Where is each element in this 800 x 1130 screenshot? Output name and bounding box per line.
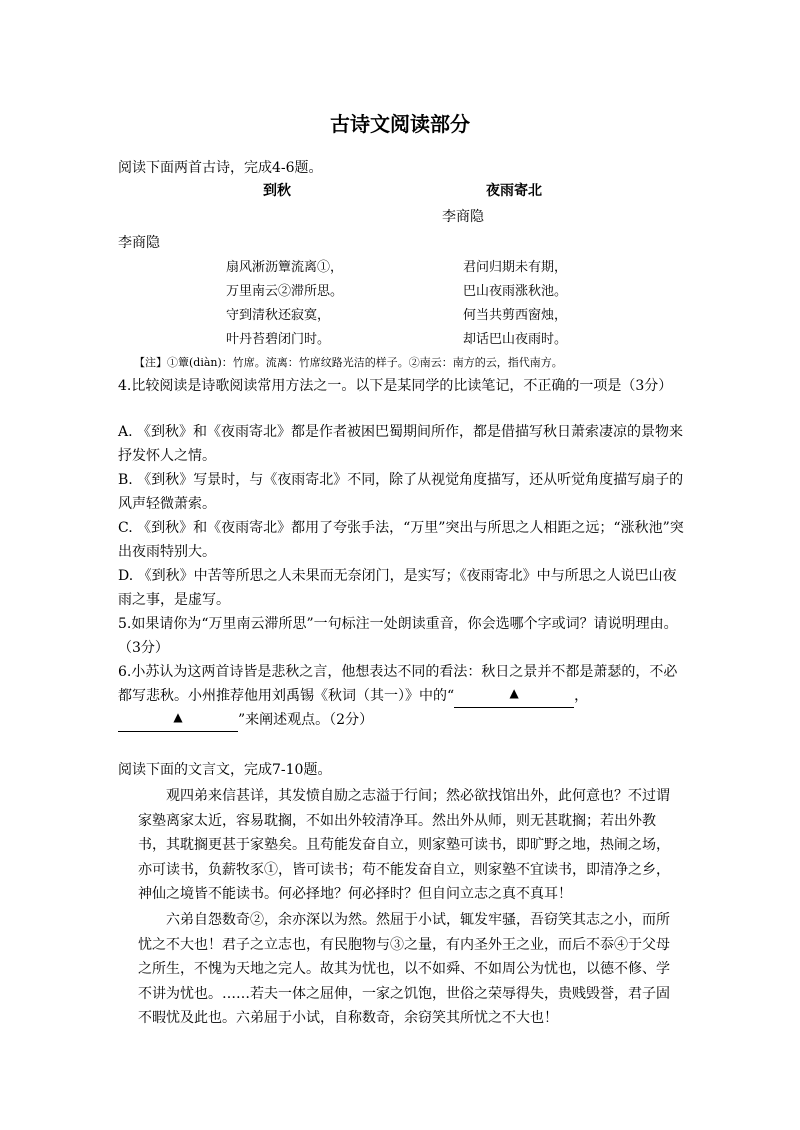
question-5: 5.如果请你为“万里南云滞所思”一句标注一处朗读重音，你会选哪个字或词？请说明理由。（3分） — [118, 616, 678, 656]
prose-paragraph-1: 观四弟来信甚详，其发愤自励之志溢于行间；然必欲找馆出外，此何意也？不过谓家塾离家太近，容易耽搁，不如出外较清净耳。然出外从师，则无甚耽搁；若出外教书，其耽搁更甚于家塾矣。且苟能发奋自立，则家塾可读书，即旷野之地，热闹之场，亦可读书，负薪牧豕①，皆可读书；苟不能发奋自立，则家塾不宜读书，即清净之乡，神仙之境皆不能读书。何必择地？何必择时？但自问立志之真不真耳！ — [138, 788, 670, 903]
page-title: 古诗文阅读部分 — [330, 112, 470, 136]
question-4-option-b: B. 《到秋》写景时，与《夜雨寄北》不同，除了从视觉角度描写，还从听觉角度描写扇子的风声轻微萧索。 — [118, 472, 684, 512]
poem-reading-intro: 阅读下面两首古诗，完成4-6题。 — [118, 160, 323, 176]
answer-blank-1[interactable] — [454, 686, 574, 708]
prose-reading-intro: 阅读下面的文言文，完成7-10题。 — [118, 762, 332, 778]
question-4-option-d: D. 《到秋》中苦等所思之人未果而无奈闭门，是实写；《夜雨寄北》中与所思之人说巴山夜雨之事，是虚写。 — [118, 568, 677, 608]
blank-separator: ， — [574, 688, 589, 704]
poem2-author: 李商隐 — [442, 209, 484, 225]
poem2-line: 巴山夜雨涨秋池。 — [463, 284, 568, 299]
poem2-line: 君问归期未有期， — [463, 260, 568, 275]
poem2-line: 却话巴山夜雨时。 — [463, 332, 568, 347]
question-4-option-a: A. 《到秋》和《夜雨寄北》都是作者被困巴蜀期间所作，都是借描写秋日萧索凄凉的景物来抒发怀人之情。 — [118, 424, 684, 464]
blank-marker-icon: ▲ — [509, 686, 519, 700]
question-6-text: 6.小苏认为这两首诗皆是悲秋之言，他想表达不同的看法：秋日之景并不都是萧瑟的，不必都写悲秋。小州推荐他用刘禹锡《秋词（其一）》中的“ — [118, 664, 678, 704]
prose-paragraph-2: 六弟自怨数奇②，余亦深以为然。然屈于小试，辄发牢骚，吾窃笑其志之小，而所忧之不大也！君子之立志也，有民胞物与③之量，有内圣外王之业，而后不忝④于父母之所生，不愧为天地之完人。故其为忧也，以不如舜、不如周公为忧也，以德不修、学不讲为忧也。……若夫一体之屈伸，一家之饥饱，世俗之荣辱得失，贵贱毁誉，君子固不暇忧及此也。六弟屈于小试，自称数奇，余窃笑其所忧之不大也！ — [138, 912, 670, 1027]
question-4-stem: 4.比较阅读是诗歌阅读常用方法之一。以下是某同学的比读笔记，不正确的一项是（3分） — [118, 378, 673, 394]
poem1-line: 守到清秋还寂寞， — [226, 308, 331, 323]
question-6-tail: ”来阐述观点。（2分） — [238, 712, 374, 728]
question-4-option-c: C. 《到秋》和《夜雨寄北》都用了夸张手法，“万里”突出与所思之人相距之远；“涨秋池”突出夜雨特别大。 — [118, 520, 684, 560]
poem1-line: 万里南云②滞所思。 — [226, 284, 344, 299]
poem1-line: 叶丹苔碧闭门时。 — [226, 332, 331, 347]
poem-annotation: 【注】①簟(diàn)：竹席。流离：竹席纹路光洁的样子。②南云：南方的云，指代南方。 — [134, 356, 563, 369]
poem2-title: 夜雨寄北 — [486, 183, 542, 199]
answer-blank-2[interactable] — [118, 710, 238, 732]
poem2-line: 何当共剪西窗烛， — [463, 308, 568, 323]
poem1-title: 到秋 — [263, 183, 291, 199]
poem1-line: 扇风淅沥簟流离①， — [226, 260, 344, 275]
blank-marker-icon: ▲ — [173, 710, 183, 724]
poem1-author: 李商隐 — [118, 235, 160, 251]
question-6 — [118, 660, 688, 732]
